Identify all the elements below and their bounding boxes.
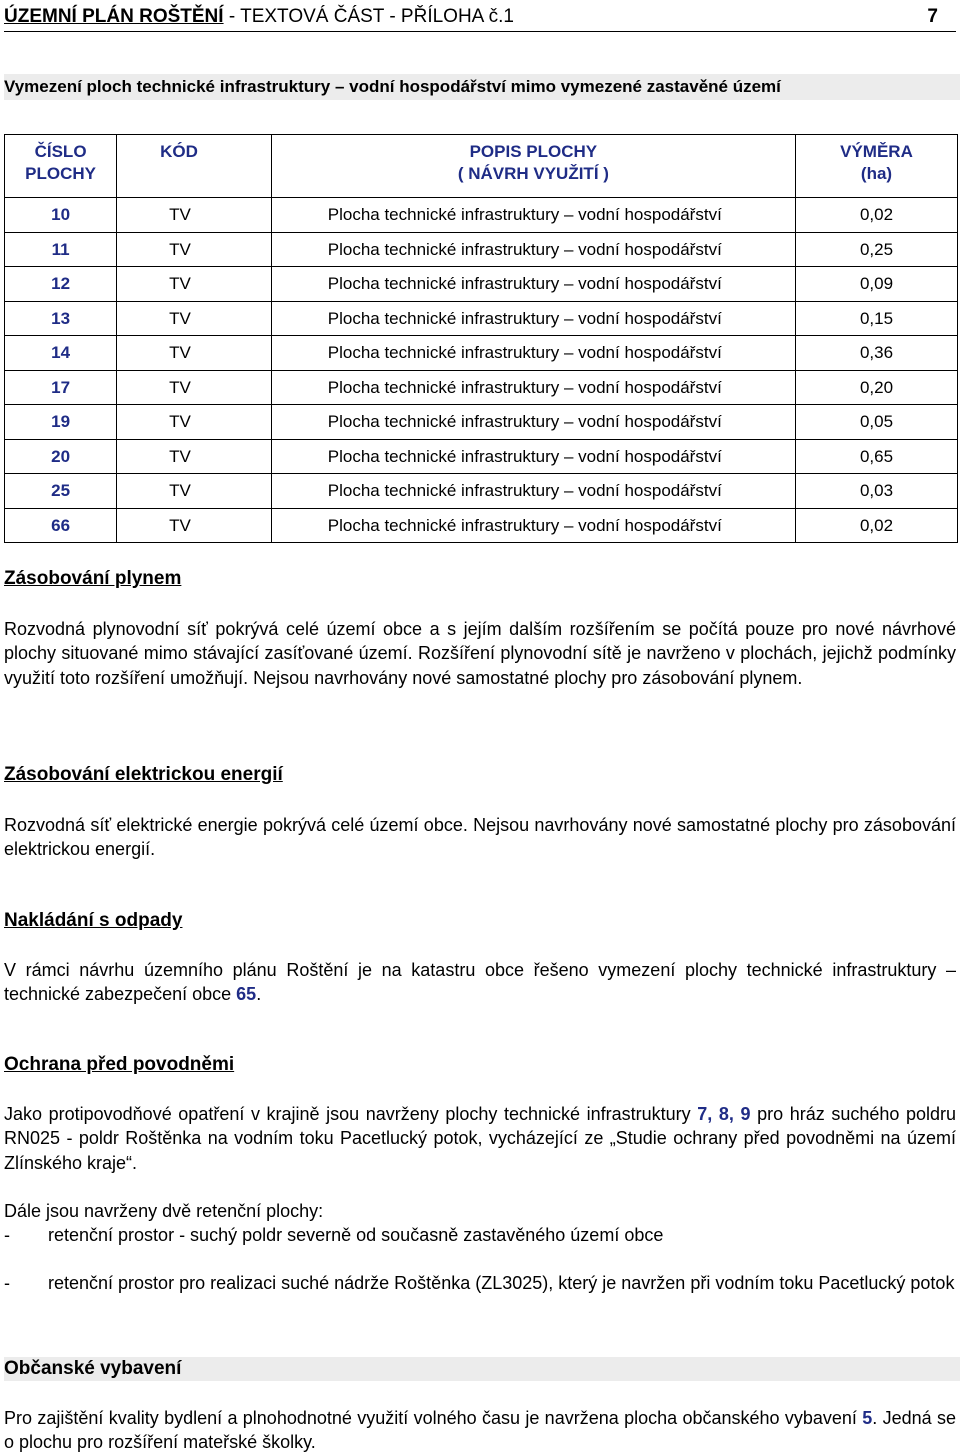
section-title-gas: Zásobování plynem (4, 568, 182, 589)
cell-kod: TV (117, 198, 272, 233)
paragraph-civic: Pro zajištění kvality bydlení a plnohodnotné využití volného času je navržena plocha občanského vybavení 5. Jedná se o plochu pro rozšíření mateřské školky. (4, 1408, 956, 1453)
header-kod: KÓD (117, 135, 272, 198)
header-title: ÚZEMNÍ PLÁN ROŠTĚNÍ (4, 6, 224, 27)
paragraph-gas: Rozvodná plynovodní síť pokrývá celé území obce a s jejím dalším rozšířením se počítá pouze pro nové návrhové plochy situované mimo stávající zasíťované území. Rozšíření plynovodní sítě je navrženo v plochách, jejichž podmínky využití toto rozšíření umožňují. Nejsou navrhovány nové samostatné plochy pro zásobování plynem. (4, 619, 956, 688)
paragraph-electricity: Rozvodná síť elektrické energie pokrývá celé území obce. Nejsou navrhovány nové samostatné plochy pro zásobování elektrickou energií. (4, 815, 956, 860)
plot-number-highlight: 65 (236, 984, 257, 1005)
cell-popis: Plocha technické infrastruktury – vodní hospodářství (271, 301, 795, 336)
cell-popis: Plocha technické infrastruktury – vodní hospodářství (271, 336, 795, 371)
header-cislo: ČÍSLO PLOCHY (5, 135, 117, 198)
paragraph-waste: V rámci návrhu územního plánu Roštění je na katastru obce řešeno vymezení plochy technické infrastruktury – technické zabezpečení obce 65. (4, 960, 956, 1005)
header-subtitle: - TEXTOVÁ ČÁST - PŘÍLOHA č.1 (223, 6, 514, 27)
plot-number-highlight: 5 (862, 1408, 873, 1428)
cell-vymera: 0,02 (795, 198, 957, 233)
cell-vymera: 0,36 (795, 336, 957, 371)
cell-vymera: 0,09 (795, 267, 957, 302)
table-caption: Vymezení ploch technické infrastruktury – vodní hospodářství mimo vymezené zastavěné území (4, 74, 960, 100)
paragraph-flood: Jako protipovodňové opatření v krajině jsou navrženy plochy technické infrastruktury 7, 8, 9 pro hráz suchého poldru RN025 - poldr Roštěnka na vodním toku Pacetlucký potok, vycházející ze „Studie ochrany před povodněmi na území Zlínského kraje“. (4, 1104, 957, 1173)
header-vymera: VÝMĚRA (ha) (795, 135, 957, 198)
section-flood (4, 1053, 956, 1295)
cell-cislo: 10 (5, 198, 117, 233)
plot-number-highlight: 7, 8, 9 (697, 1104, 751, 1124)
section-gas (4, 567, 956, 690)
cell-kod: TV (117, 370, 272, 405)
table-row (5, 370, 958, 405)
cell-popis: Plocha technické infrastruktury – vodní hospodářství (271, 405, 795, 440)
section-title-electricity: Zásobování elektrickou energií (4, 764, 283, 785)
list-text: retenční prostor pro realizaci suché nádrže Roštěnka (ZL3025), který je navržen při vodním toku Pacetlucký potok (48, 1273, 955, 1294)
cell-popis: Plocha technické infrastruktury – vodní hospodářství (271, 267, 795, 302)
list-dash: - (4, 1273, 10, 1294)
cell-vymera: 0,65 (795, 439, 957, 474)
cell-cislo: 19 (5, 405, 117, 440)
table-row (5, 301, 958, 336)
header-popis: POPIS PLOCHY ( NÁVRH VYUŽITÍ ) (271, 135, 795, 198)
section-waste (4, 909, 956, 1007)
list-item (4, 1271, 956, 1295)
table-row (5, 474, 958, 509)
list-text: retenční prostor - suchý poldr severně od současně zastavěného území obce (48, 1225, 664, 1246)
table-row (5, 267, 958, 302)
cell-kod: TV (117, 267, 272, 302)
table-row (5, 508, 958, 543)
table-row (5, 198, 958, 233)
list-item (4, 1223, 956, 1247)
table-row (5, 439, 958, 474)
cell-kod: TV (117, 474, 272, 509)
cell-vymera: 0,05 (795, 405, 957, 440)
cell-popis: Plocha technické infrastruktury – vodní hospodářství (271, 198, 795, 233)
cell-popis: Plocha technické infrastruktury – vodní hospodářství (271, 232, 795, 267)
paragraph-retention-intro: Dále jsou navrženy dvě retenční plochy: (4, 1200, 324, 1221)
cell-vymera: 0,02 (795, 508, 957, 543)
cell-popis: Plocha technické infrastruktury – vodní hospodářství (271, 474, 795, 509)
cell-cislo: 66 (5, 508, 117, 543)
list-dash: - (4, 1225, 10, 1246)
cell-vymera: 0,03 (795, 474, 957, 509)
cell-popis: Plocha technické infrastruktury – vodní hospodářství (271, 439, 795, 474)
cell-cislo: 14 (5, 336, 117, 371)
cell-kod: TV (117, 439, 272, 474)
cell-cislo: 11 (5, 232, 117, 267)
table-row (5, 336, 958, 371)
page-number: 7 (927, 6, 938, 27)
cell-kod: TV (117, 301, 272, 336)
section-title-flood: Ochrana před povodněmi (4, 1054, 235, 1075)
cell-popis: Plocha technické infrastruktury – vodní hospodářství (271, 370, 795, 405)
cell-popis: Plocha technické infrastruktury – vodní hospodářství (271, 508, 795, 543)
table-row (5, 232, 958, 267)
page-header (4, 4, 956, 32)
cell-kod: TV (117, 508, 272, 543)
cell-cislo: 12 (5, 267, 117, 302)
cell-cislo: 25 (5, 474, 117, 509)
cell-kod: TV (117, 232, 272, 267)
cell-cislo: 13 (5, 301, 117, 336)
section-title-waste: Nakládání s odpady (4, 910, 183, 931)
cell-cislo: 20 (5, 439, 117, 474)
cell-kod: TV (117, 405, 272, 440)
cell-vymera: 0,15 (795, 301, 957, 336)
section-electricity (4, 763, 956, 862)
cell-vymera: 0,20 (795, 370, 957, 405)
table-row (5, 405, 958, 440)
infrastructure-table (4, 134, 958, 543)
cell-cislo: 17 (5, 370, 117, 405)
cell-vymera: 0,25 (795, 232, 957, 267)
section-title-civic: Občanské vybavení (4, 1357, 960, 1381)
cell-kod: TV (117, 336, 272, 371)
table-header-row (5, 135, 958, 198)
section-civic (4, 1357, 956, 1455)
